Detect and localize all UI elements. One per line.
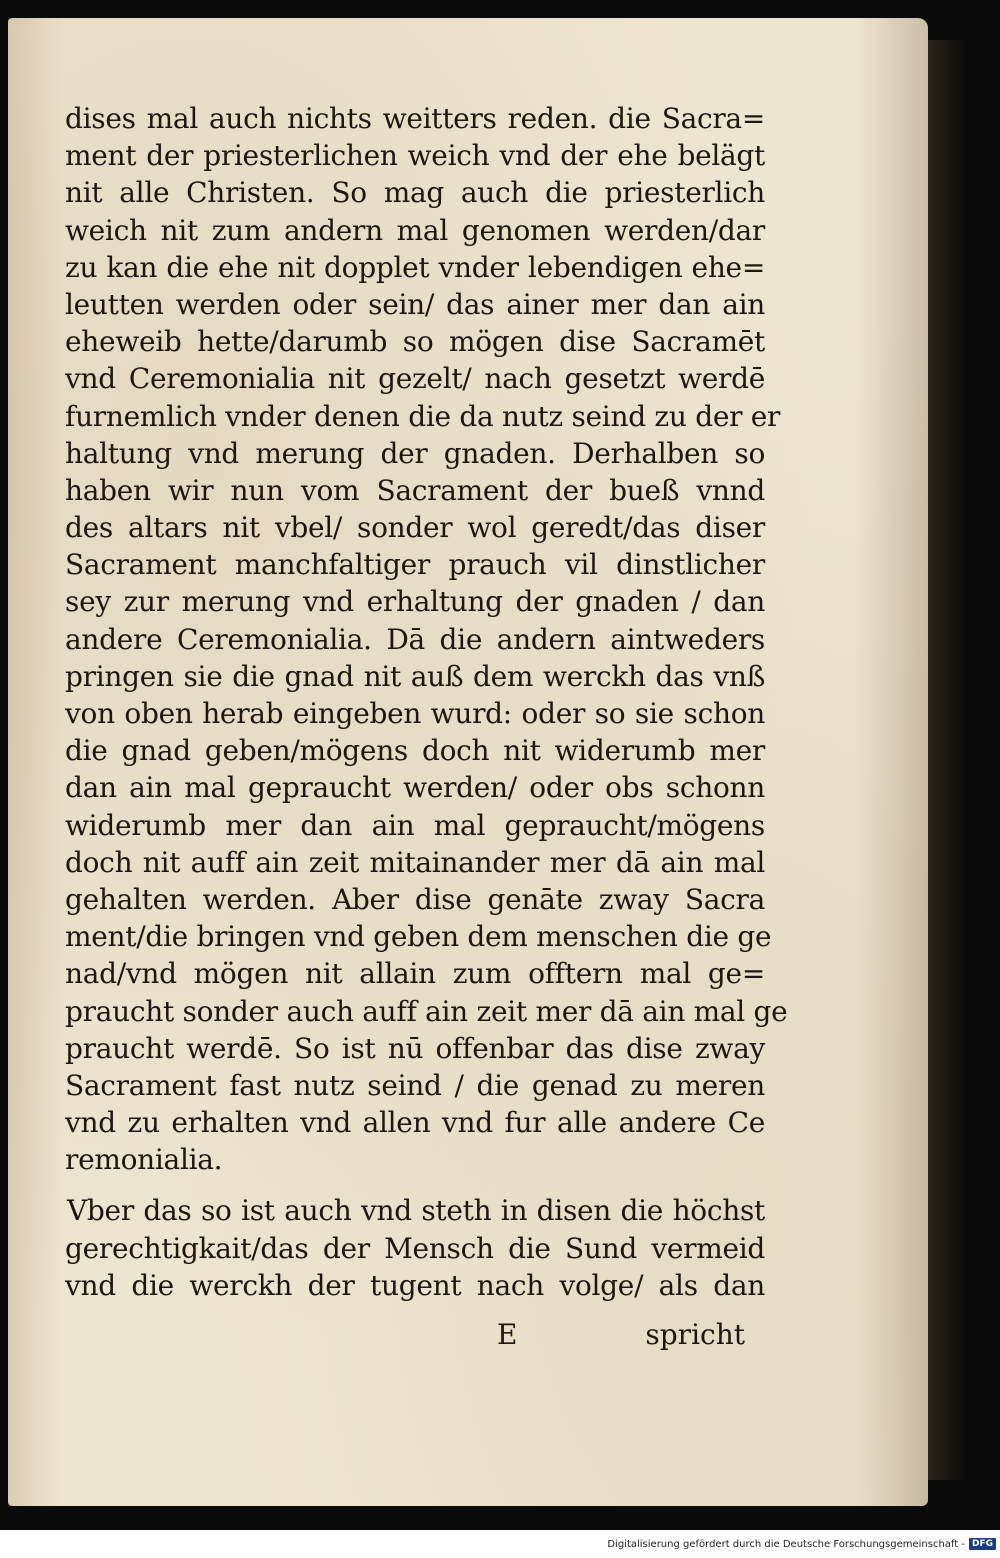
text-line: doch nit auff ain zeit mitainander mer dā ain mal [65,845,765,879]
text-line: Sacrament fast nutz seind / die genad zu meren [65,1068,765,1102]
signature-mark: E [497,1318,518,1351]
text-line: praucht werdē. So ist nū offenbar das dise zway [65,1031,765,1065]
text-line: ment der priesterlichen weich vnd der ehe belägt [65,139,765,173]
text-line: gehalten werden. Aber dise genāte zway Sacra [65,882,765,916]
dfg-logo: DFG [969,1538,996,1550]
funding-credit [607,1538,996,1550]
text-line: vnd die werckh der tugent nach volge/ als dan [65,1268,765,1302]
text-line: die gnad geben/mögens doch nit widerumb mer [65,734,765,768]
text-line: furnemlich vnder denen die da nutz seind zu der er [65,399,781,433]
text-line: von oben herab eingeben wurd: oder so sie schon [65,697,765,730]
paragraph-gap [65,1178,765,1192]
text-line: weich nit zum andern mal genomen werden/dar [65,213,765,247]
text-line: pringen sie die gnad nit auß dem werckh das vnß [65,659,765,693]
text-line: nit alle Christen. So mag auch die priesterlich [65,176,765,210]
text-line: leutten werden oder sein/ das ainer mer dan ain [65,287,765,321]
credit-text: Digitalisierung gefördert durch die Deutsche Forschungsgemeinschaft - [607,1538,965,1550]
text-line: dises mal auch nichts weitters reden. die Sacra= [65,102,765,135]
catchword: spricht [645,1318,745,1351]
text-line: vnd Ceremonialia nit gezelt/ nach gesetzt werdē [65,362,765,396]
text-line: remonialia. [65,1143,223,1177]
text-line: zu kan die ehe nit dopplet vnder lebendigen ehe= [65,250,765,284]
text-line: praucht sonder auch auff ain zeit mer dā ain mal ge [65,994,788,1028]
text-line: haltung vnd merung der gnaden. Derhalben so [65,436,765,470]
text-line: haben wir nun vom Sacrament der bueß vnnd [65,473,765,507]
page-footer-marks [65,1318,765,1358]
text-line: gerechtigkait/das der Mensch die Sund vermeid [65,1231,765,1265]
text-line: widerumb mer dan ain mal gepraucht/mögens [65,808,765,842]
text-line: sey zur merung vnd erhaltung der gnaden / dan [65,585,765,619]
text-line: vnd zu erhalten vnd allen vnd fur alle andere Ce [65,1106,765,1140]
page-edge-shadow [928,40,968,1480]
text-line: ment/die bringen vnd geben dem menschen die ge [65,920,772,954]
text-line: Sacrament manchfaltiger prauch vil dinstlicher [65,548,765,582]
text-line: andere Ceremonialia. Dā die andern aintweders [65,622,765,656]
text-line: Vber das so ist auch vnd steth in disen die höchst [67,1194,765,1228]
text-line: nad/vnd mögen nit allain zum offtern mal ge= [65,957,765,991]
text-line: dan ain mal gepraucht werden/ oder obs schonn [65,771,765,805]
text-line: eheweib hette/darumb so mögen dise Sacramēt [65,325,765,359]
text-line: des altars nit vbel/ sonder wol geredt/das diser [65,511,765,545]
page-text [65,100,788,1304]
